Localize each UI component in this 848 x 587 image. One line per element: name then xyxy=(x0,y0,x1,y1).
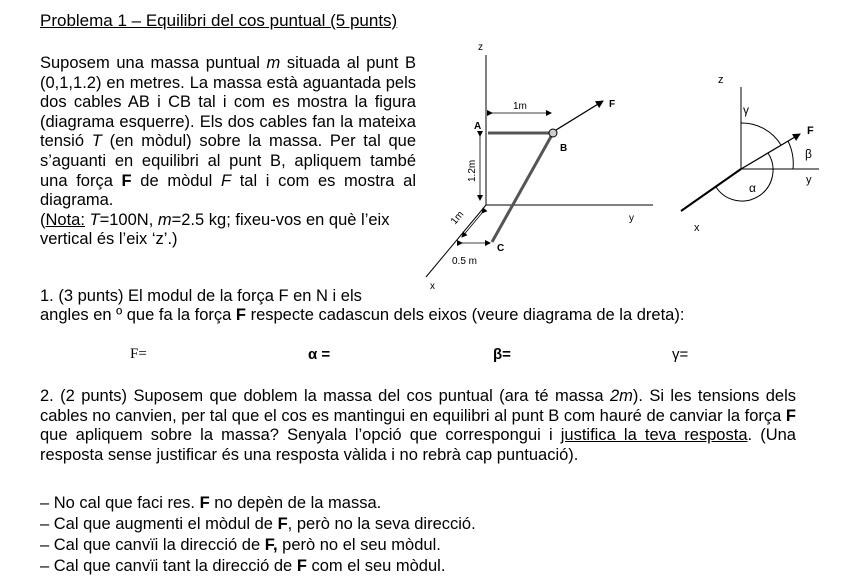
nota-text-1: =100N, xyxy=(99,210,158,229)
right-force-arrow xyxy=(741,134,800,169)
dim-top-label: 1m xyxy=(513,101,527,112)
tension-symbol: T xyxy=(91,132,102,151)
option-1-text-a: – No cal que faci res. xyxy=(40,494,200,512)
nota-open-paren: ( xyxy=(40,210,46,229)
right-y-label: y xyxy=(806,174,812,186)
force-symbol-bold: F xyxy=(121,171,132,190)
nota-tension-symbol: T xyxy=(89,210,100,229)
option-1-text-c: no depèn de la massa. xyxy=(209,494,382,512)
alpha-arc xyxy=(716,153,773,201)
right-beta-label: β xyxy=(805,147,812,161)
nota-mass-symbol: m xyxy=(157,210,172,229)
dim-bottom-label: 0.5 m xyxy=(452,256,478,267)
right-x-label: x xyxy=(694,222,700,234)
nota-label: Nota: xyxy=(45,210,85,229)
q1-force-symbol: F xyxy=(235,306,246,324)
statement-text-2: situada al punt B (0,1,1.2) en metres. La massa està aguantada pels dos cables AB i CB tal i com es mostra la figura (diagrama esquerre). Els dos cables fan la mateixa tensió xyxy=(40,54,416,151)
mass-symbol: m xyxy=(266,54,281,72)
q2-text-a: 2. (2 punts) Suposem que doblem la massa del cos puntual (ara té massa xyxy=(40,387,610,405)
q2-text-c: que apliquem sobre la massa? Senyala l’opció que correspongui i xyxy=(40,426,561,445)
force-symbol-italic: F xyxy=(220,171,232,190)
q2-text-d: . (Una resposta sense justificar és una resposta vàlida i no rebrà cap puntuació). xyxy=(40,426,796,464)
problem-title: Problema 1 – Equilibri del cos puntual (5 punts) xyxy=(40,11,398,30)
beta-arc xyxy=(788,141,793,169)
right-gamma-label: γ xyxy=(743,103,749,117)
option-3-text-c: però no el seu mòdul. xyxy=(277,536,441,554)
option-4-text-c: com el seu mòdul. xyxy=(306,557,446,575)
point-c-label: C xyxy=(497,243,505,254)
option-4-force: F xyxy=(296,557,307,575)
right-x-axis xyxy=(681,169,741,211)
q1-text-a: angles en º que fa la força xyxy=(40,306,236,324)
statement-text-3: (en mòdul) sobre la massa. Per tal que s’aguanti en equilibri al punt B, apliquem també una força xyxy=(40,132,416,190)
option-2-text-c: , però no la seva direcció. xyxy=(287,515,476,533)
statement-text-1: Suposem una massa puntual xyxy=(40,54,267,72)
q2-double-mass: 2m xyxy=(609,387,633,405)
answer-beta: β= xyxy=(493,346,511,363)
option-4-text-a: – Cal que canvïi tant la direcció de xyxy=(40,557,297,575)
gamma-arc xyxy=(741,123,781,145)
q1-text-c: respecte cadascun dels eixos (veure diagrama de la dreta): xyxy=(246,306,685,324)
q2-force-symbol: F xyxy=(785,406,796,425)
option-1-force: F xyxy=(199,494,210,512)
statement-text-5: tal i com es mostra al diagrama. xyxy=(40,171,416,210)
left-z-label: z xyxy=(478,42,483,53)
right-alpha-label: α xyxy=(749,181,756,195)
dim-vertical-label: 1.2m xyxy=(467,159,478,182)
option-2-force: F xyxy=(277,515,288,533)
answer-alpha: α = xyxy=(308,346,331,363)
point-b-label: B xyxy=(560,143,568,154)
nota-text-2: =2.5 kg; fixeu-vos en què l’eix vertical és l’eix ‘z’.) xyxy=(40,210,390,249)
right-z-label: z xyxy=(718,74,724,86)
statement-text-4: de mòdul xyxy=(131,171,221,190)
answer-force: F= xyxy=(130,346,147,362)
option-3-text-a: – Cal que canvïi la direcció de xyxy=(40,536,265,554)
right-force-label: F xyxy=(807,125,814,137)
question-1-line-1: 1. (3 punts) El modul de la força F en N i els xyxy=(40,287,362,305)
point-a-label: A xyxy=(474,121,482,132)
force-f-label: F xyxy=(609,99,616,110)
answer-gamma: γ= xyxy=(672,346,689,363)
dim-diag-label: 1m xyxy=(448,209,467,227)
left-y-label: y xyxy=(629,213,634,224)
option-3-force: F, xyxy=(264,536,278,554)
q2-justify-underlined: justifica la teva resposta xyxy=(560,426,748,445)
left-x-label: x xyxy=(430,281,435,292)
q2-text-b: ). Si les tensions dels cables no canvien, per tal que el cos es mantingui en equilibri al punt B com hauré de canviar la força xyxy=(40,387,797,425)
option-2-text-a: – Cal que augmenti el mòdul de xyxy=(40,515,278,533)
